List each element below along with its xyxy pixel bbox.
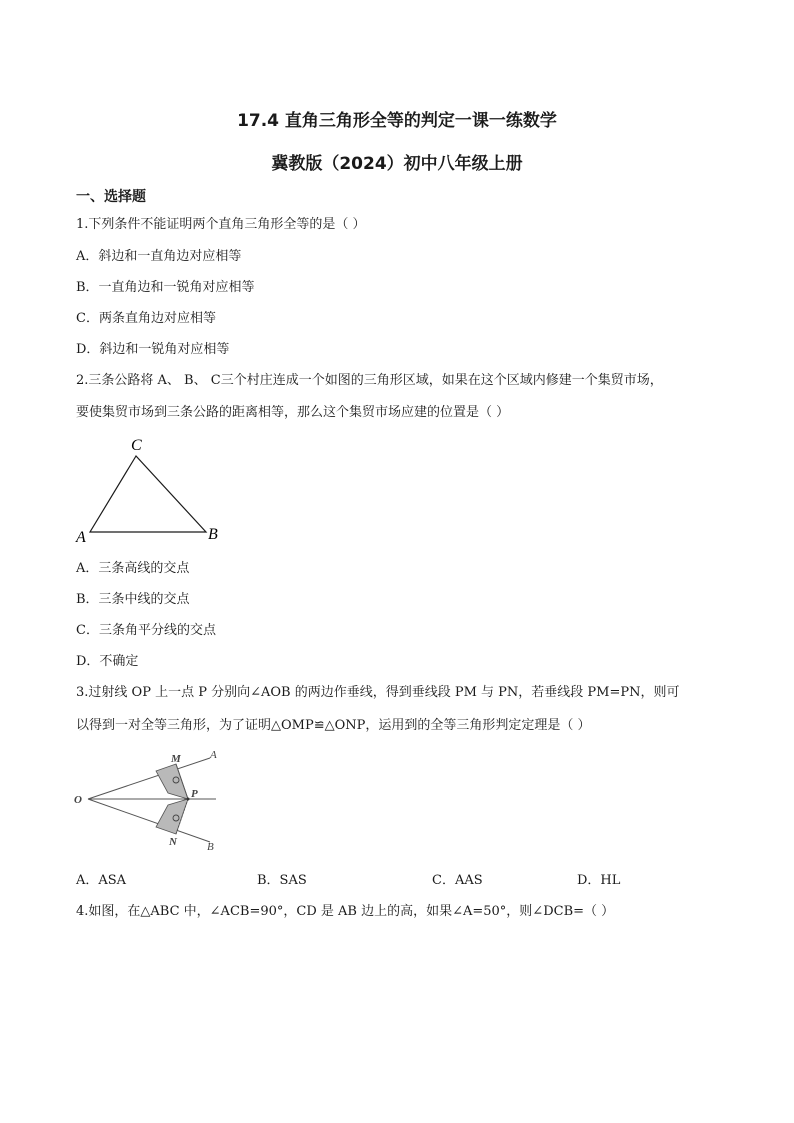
q2-option-d[interactable]: D．不确定: [76, 654, 139, 669]
label-n: N: [169, 836, 177, 848]
q3-stem-line1: 3.过射线 OP 上一点 P 分别向∠AOB 的两边作垂线，得到垂线段 PM 与 PN，若垂线段 PM=PN，则可: [76, 685, 680, 700]
q3-stem-line2: 以得到一对全等三角形，为了证明△OMP≌△ONP，运用到的全等三角形判定定理是（ ）: [76, 718, 591, 733]
q2-stem-line1: 2.三条公路将 A、 B、 C三个村庄连成一个如图的三角形区域，如果在这个区域内修建一个集贸市场，: [76, 373, 663, 388]
shaded-region-lower: [156, 799, 188, 834]
q2-stem-line2: 要使集贸市场到三条公路的距离相等，那么这个集贸市场应建的位置是（ ）: [76, 405, 510, 420]
q2-option-b[interactable]: B．三条中线的交点: [76, 592, 190, 607]
q1-option-a[interactable]: A．斜边和一直角边对应相等: [76, 249, 242, 264]
label-m: M: [171, 753, 181, 765]
q3-option-d[interactable]: D．HL: [577, 873, 621, 888]
label-b: B: [208, 526, 218, 543]
page-subtitle: 冀教版（2024）初中八年级上册: [271, 154, 523, 174]
q3-option-c[interactable]: C．AAS: [432, 873, 483, 888]
label-b-ray: B: [207, 841, 214, 853]
label-o: O: [74, 794, 82, 806]
q1-option-d[interactable]: D．斜边和一锐角对应相等: [76, 342, 230, 357]
label-a: A: [76, 529, 86, 546]
q1-option-c[interactable]: C．两条直角边对应相等: [76, 311, 216, 326]
label-p: P: [191, 788, 198, 800]
point-p: [187, 798, 190, 801]
q3-option-a[interactable]: A．ASA: [76, 873, 127, 888]
q4-stem: 4.如图，在△ABC 中，∠ACB=90°，CD 是 AB 边上的高，如果∠A=50°，则∠DCB=（ ）: [76, 904, 615, 919]
q1-option-b[interactable]: B．一直角边和一锐角对应相等: [76, 280, 255, 295]
triangle-shape: [90, 456, 206, 532]
triangle-abc-figure: [70, 430, 230, 548]
page-title: 17.4 直角三角形全等的判定一课一练数学: [237, 111, 557, 131]
q2-option-a[interactable]: A．三条高线的交点: [76, 561, 190, 576]
q2-option-c[interactable]: C．三条角平分线的交点: [76, 623, 216, 638]
section-heading: 一、选择题: [76, 189, 146, 205]
angle-bisector-figure: [70, 742, 230, 854]
ray-ob: [88, 799, 210, 842]
label-a-ray: A: [210, 749, 217, 761]
q3-option-b[interactable]: B．SAS: [257, 873, 307, 888]
q1-stem: 1.下列条件不能证明两个直角三角形全等的是（ ）: [76, 217, 366, 232]
label-c: C: [131, 437, 142, 454]
shaded-region-upper: [156, 764, 188, 799]
